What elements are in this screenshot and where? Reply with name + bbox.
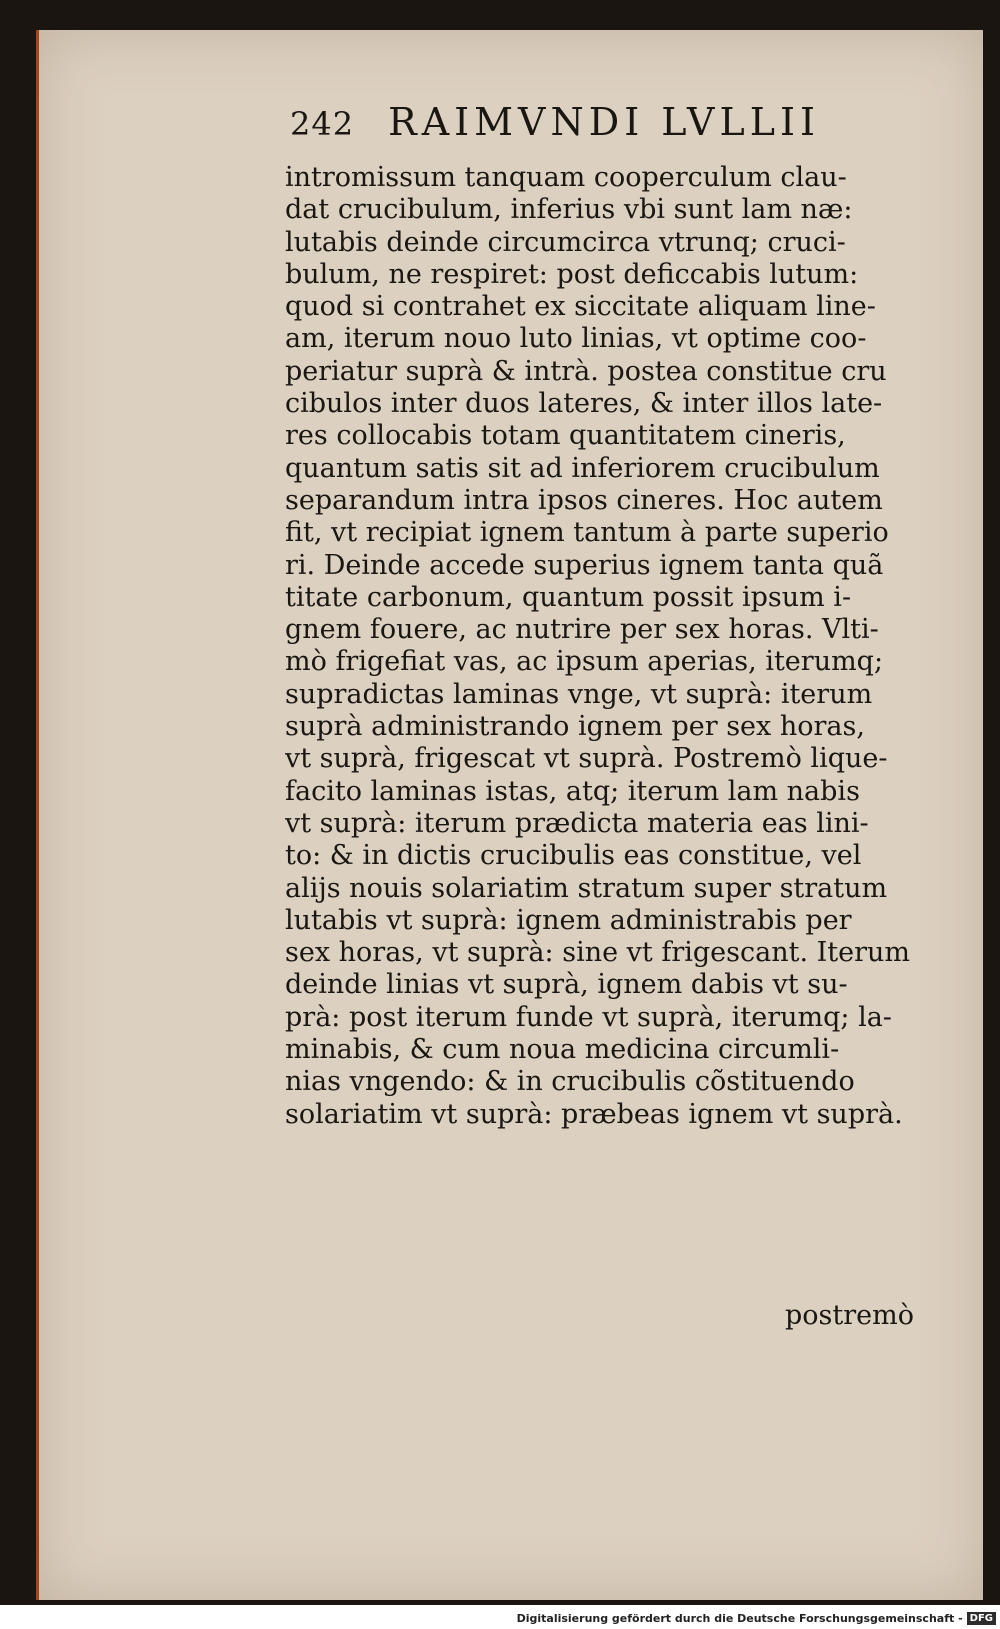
text-line: gnem fouere, ac nutrire per sex horas. Vlti- — [285, 614, 879, 646]
text-line: titate carbonum, quantum possit ipsum i- — [285, 581, 852, 613]
dfg-logo-icon: DFG — [967, 1612, 996, 1625]
text-line: suprà administrando ignem per sex horas, — [285, 711, 865, 743]
text-line: cibulos inter duos lateres, & inter illos late- — [285, 388, 883, 420]
text-line: quod si contrahet ex siccitate aliquam line- — [285, 291, 876, 323]
text-line: mò frigefiat vas, ac ipsum aperias, iterumq; — [285, 646, 884, 678]
catchword: postremò — [785, 1300, 914, 1331]
text-line: quantum satis sit ad inferiorem crucibulum — [285, 452, 880, 484]
text-line: sex horas, vt suprà: sine vt frigescant. Iterum — [285, 937, 911, 969]
text-line: bulum, ne respiret: post deficcabis lutum: — [285, 258, 859, 290]
text-line: intromissum tanquam cooperculum clau- — [285, 162, 847, 193]
text-line: solariatim vt suprà: præbeas ignem vt suprà. — [285, 1098, 903, 1130]
running-head: RAIMVNDI LVLLII — [388, 100, 820, 144]
text-line: dat crucibulum, inferius vbi sunt lam næ: — [285, 194, 853, 226]
text-line: lutabis deinde circumcirca vtrunq; cruci- — [285, 226, 846, 258]
text-line: am, iterum nouo luto linias, vt optime coo- — [285, 323, 867, 355]
text-line: facito laminas istas, atq; iterum lam nabis — [285, 775, 860, 807]
text-line: periatur suprà & intrà. postea constitue cru — [285, 355, 887, 387]
digitization-footer — [0, 1607, 1000, 1629]
text-line: vt suprà: iterum prædicta materia eas lini- — [285, 807, 869, 839]
text-line: minabis, & cum noua medicina circumli- — [285, 1034, 840, 1066]
folio-number: 242 — [290, 105, 355, 143]
page-header — [290, 100, 890, 160]
text-line: supradictas laminas vnge, vt suprà: iterum — [285, 678, 873, 710]
text-line: vt suprà, frigescat vt suprà. Postremò lique- — [285, 743, 888, 775]
text-line: ri. Deinde accede superius ignem tanta quã — [285, 549, 884, 581]
text-line: res collocabis totam quantitatem cineris, — [285, 420, 846, 452]
text-line: nias vngendo: & in crucibulis cõstituendo — [285, 1066, 855, 1098]
text-line: prà: post iterum funde vt suprà, iterumq; la- — [285, 1001, 892, 1033]
text-line: fit, vt recipiat ignem tantum à parte superio — [285, 517, 889, 549]
footer-credit: Digitalisierung gefördert durch die Deutsche Forschungsgemeinschaft - — [516, 1611, 963, 1625]
text-line: alijs nouis solariatim stratum super stratum — [285, 872, 888, 904]
text-line: separandum intra ipsos cineres. Hoc autem — [285, 484, 883, 516]
text-line: deinde linias vt suprà, ignem dabis vt su- — [285, 969, 848, 1001]
body-text — [285, 162, 925, 1131]
text-line: lutabis vt suprà: ignem administrabis per — [285, 904, 852, 936]
text-line: to: & in dictis crucibulis eas constitue, vel — [285, 840, 862, 872]
